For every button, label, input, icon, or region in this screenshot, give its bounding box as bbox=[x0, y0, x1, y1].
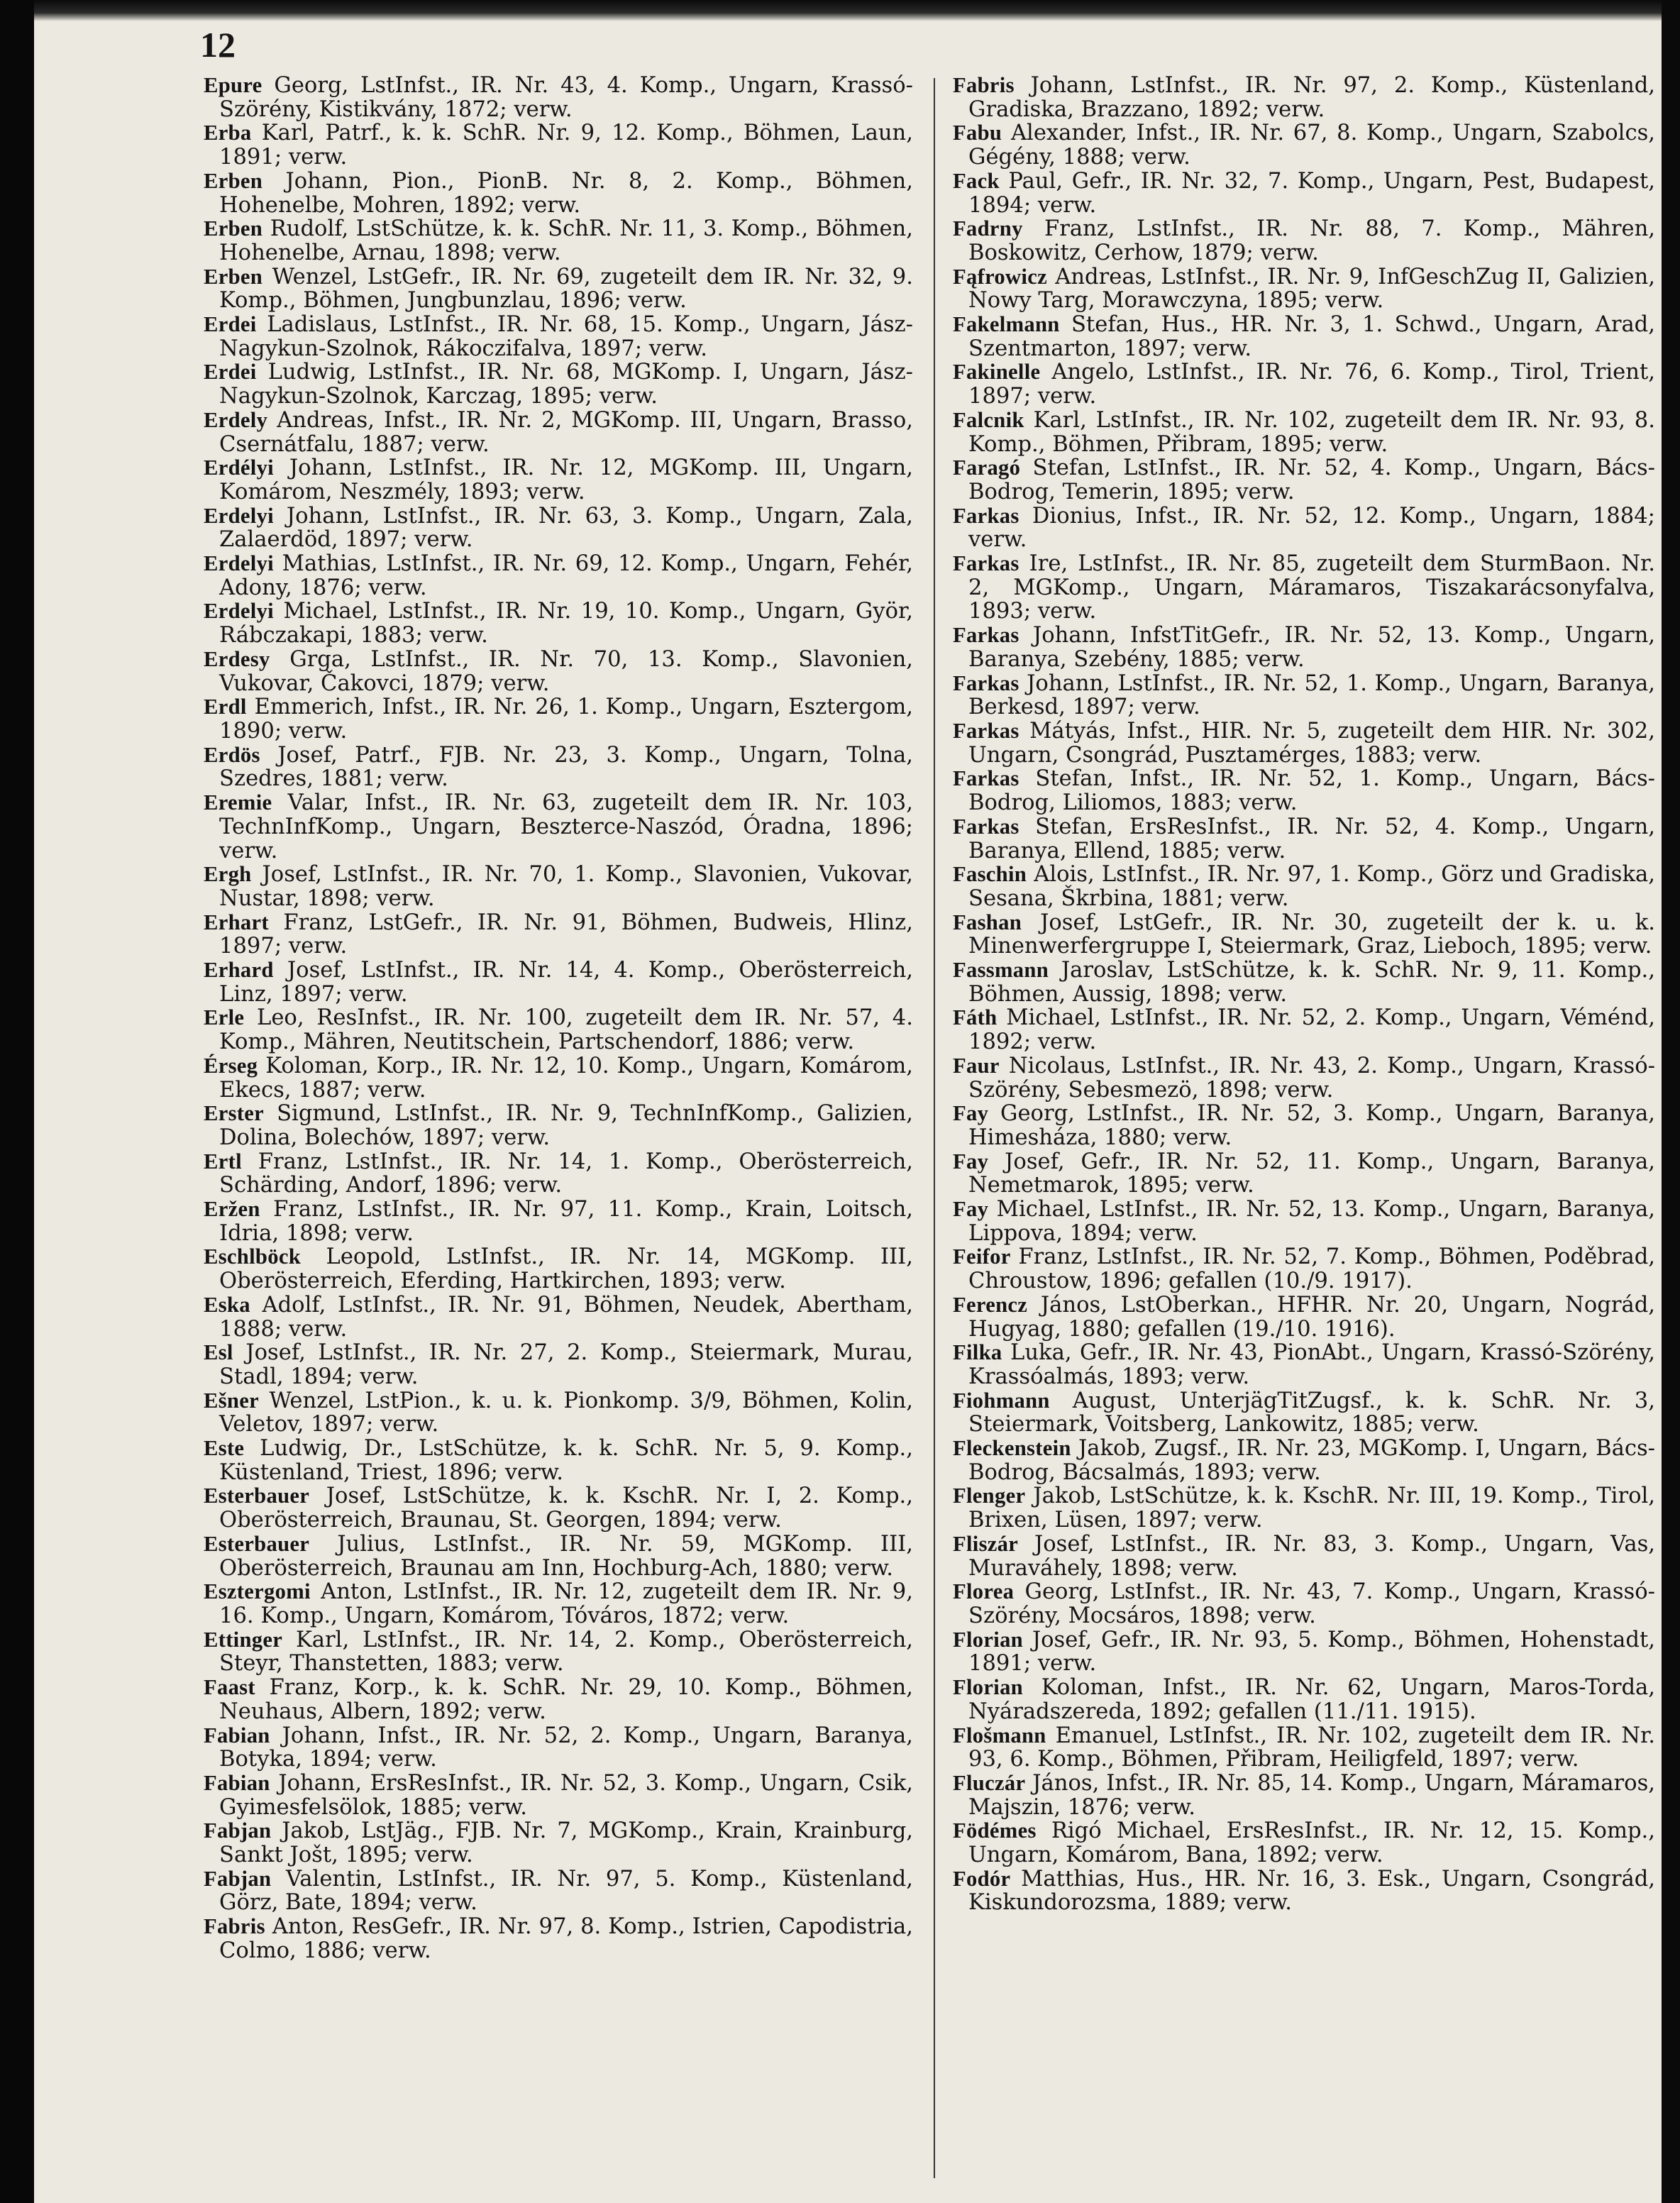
entry-details: Valar, Infst., IR. Nr. 63, zugeteilt dem IR. Nr. 103, TechnInfKomp., Ungarn, Beszterce-Naszód, Óradna, 1896; verw. bbox=[219, 790, 913, 863]
register-entry bbox=[204, 744, 913, 791]
register-entry bbox=[953, 170, 1655, 217]
entry-details: Johann, Pion., PionB. Nr. 8, 2. Komp., Böhmen, Hohenelbe, Mohren, 1892; verw. bbox=[219, 168, 913, 218]
entry-surname: Fabris bbox=[204, 1914, 265, 1939]
entry-surname: Erle bbox=[204, 1005, 245, 1030]
entry-details: August, UnterjägTitZugsf., k. k. SchR. Nr. 3, Steiermark, Voitsberg, Lankowitz, 1885; verw. bbox=[968, 1388, 1655, 1437]
entry-surname: Erba bbox=[204, 121, 252, 145]
entry-surname: Erhard bbox=[204, 958, 274, 983]
register-entry bbox=[204, 456, 913, 504]
entry-surname: Érseg bbox=[204, 1053, 258, 1078]
register-entry bbox=[953, 767, 1655, 815]
register-entry bbox=[204, 74, 913, 121]
entry-surname: Fliszár bbox=[953, 1531, 1019, 1556]
entry-surname: Fluczár bbox=[953, 1770, 1026, 1795]
register-entry bbox=[953, 265, 1655, 313]
entry-surname: Fay bbox=[953, 1197, 989, 1222]
entry-details: Josef, LstSchütze, k. k. KschR. Nr. I, 2. Komp., Oberösterreich, Braunau, St. Georgen, 1894; verw. bbox=[219, 1484, 913, 1533]
register-entry bbox=[953, 1150, 1655, 1198]
register-entry bbox=[204, 648, 913, 695]
entry-surname: Fay bbox=[953, 1101, 989, 1126]
entry-surname: Erdelyi bbox=[204, 599, 274, 624]
entry-surname: Fabris bbox=[953, 73, 1015, 97]
entry-surname: Erdesy bbox=[204, 646, 270, 671]
entry-surname: Fabu bbox=[953, 121, 1002, 145]
entry-surname: Esterbauer bbox=[204, 1531, 310, 1556]
register-entry bbox=[953, 360, 1655, 408]
register-entry bbox=[953, 1054, 1655, 1102]
register-entry bbox=[204, 1437, 913, 1484]
entry-details: Angelo, LstInfst., IR. Nr. 76, 6. Komp., Tirol, Trient, 1897; verw. bbox=[968, 360, 1655, 409]
entry-surname: Erdei bbox=[204, 312, 257, 337]
register-entry bbox=[953, 624, 1655, 671]
register-entry bbox=[204, 265, 913, 313]
entry-details: Andreas, Infst., IR. Nr. 2, MGKomp. III, Ungarn, Brasso, Csernátfalu, 1887; verw. bbox=[219, 407, 913, 457]
entry-details: Mátyás, Infst., HIR. Nr. 5, zugeteilt dem HIR. Nr. 302, Ungarn, Csongrád, Pusztamérges, 1883; verw. bbox=[968, 718, 1655, 768]
register-entry bbox=[204, 600, 913, 647]
entry-details: Alois, LstInfst., IR. Nr. 97, 1. Komp., Görz und Gradiska, Sesana, Škrbina, 1881; verw. bbox=[968, 862, 1655, 911]
entry-details: Dionius, Infst., IR. Nr. 52, 12. Komp., Ungarn, 1884; verw. bbox=[968, 503, 1655, 553]
entry-details: Franz, LstInfst., IR. Nr. 88, 7. Komp., Mähren, Boskowitz, Cerhow, 1879; verw. bbox=[968, 216, 1655, 265]
entry-surname: Fadrny bbox=[953, 216, 1023, 241]
entry-details: Josef, LstInfst., IR. Nr. 27, 2. Komp., Steiermark, Murau, Stadl, 1894; verw. bbox=[219, 1340, 913, 1389]
entry-details: Julius, LstInfst., IR. Nr. 59, MGKomp. III, Oberösterreich, Braunau am Inn, Hochburg-Ach, 1880; verw. bbox=[219, 1531, 913, 1581]
entry-details: Rigó Michael, ErsResInfst., IR. Nr. 12, 15. Komp., Ungarn, Komárom, Bana, 1892; verw. bbox=[968, 1818, 1655, 1868]
right-column bbox=[953, 74, 1655, 1915]
register-entry bbox=[953, 1341, 1655, 1388]
register-entry bbox=[953, 959, 1655, 1006]
entry-details: Leo, ResInfst., IR. Nr. 100, zugeteilt dem IR. Nr. 57, 4. Komp., Mähren, Neutitschein, Partschendorf, 1886; verw. bbox=[219, 1005, 913, 1055]
entry-surname: Filka bbox=[953, 1340, 1002, 1365]
left-column bbox=[204, 74, 913, 1963]
register-entry bbox=[953, 1006, 1655, 1054]
entry-surname: Fiohmann bbox=[953, 1388, 1050, 1413]
register-entry bbox=[204, 1389, 913, 1437]
entry-details: Josef, LstInfst., IR. Nr. 14, 4. Komp., Oberösterreich, Linz, 1897; verw. bbox=[219, 958, 913, 1007]
entry-surname: Farkas bbox=[953, 814, 1019, 839]
column-divider bbox=[934, 78, 935, 2178]
register-entry bbox=[204, 1150, 913, 1198]
entry-surname: Farkas bbox=[953, 670, 1019, 695]
entry-surname: Erdely bbox=[204, 407, 268, 432]
register-entry bbox=[953, 456, 1655, 504]
entry-surname: Fabian bbox=[204, 1770, 270, 1795]
register-entry bbox=[204, 959, 913, 1006]
register-entry bbox=[204, 1533, 913, 1580]
entry-details: Josef, LstGefr., IR. Nr. 30, zugeteilt der k. u. k. Minenwerfergruppe I, Steiermark, Graz, Lieboch, 1895; verw. bbox=[968, 910, 1655, 959]
entry-surname: Fabjan bbox=[204, 1866, 272, 1891]
entry-surname: Fay bbox=[953, 1149, 989, 1174]
entry-details: Wenzel, LstPion., k. u. k. Pionkomp. 3/9, Böhmen, Kolin, Veletov, 1897; verw. bbox=[219, 1388, 913, 1437]
entry-surname: Farkas bbox=[953, 766, 1019, 791]
register-entry bbox=[204, 1676, 913, 1723]
register-entry bbox=[953, 1102, 1655, 1149]
register-entry bbox=[204, 1054, 913, 1102]
entry-surname: Feifor bbox=[953, 1244, 1011, 1269]
entry-details: Alexander, Infst., IR. Nr. 67, 8. Komp., Ungarn, Szabolcs, Gégény, 1888; verw. bbox=[968, 121, 1655, 170]
entry-details: Adolf, LstInfst., IR. Nr. 91, Böhmen, Neudek, Abertham, 1888; verw. bbox=[219, 1292, 913, 1342]
register-entry bbox=[204, 1580, 913, 1628]
entry-details: Koloman, Infst., IR. Nr. 62, Ungarn, Maros-Torda, Nyáradszereda, 1892; gefallen (11./11. 1915). bbox=[968, 1675, 1655, 1724]
entry-surname: Ferencz bbox=[953, 1292, 1028, 1317]
entry-details: János, LstOberkan., HFHR. Nr. 20, Ungarn, Nográd, Hugyag, 1880; gefallen (19./10. 1916). bbox=[968, 1292, 1655, 1342]
register-entry bbox=[204, 313, 913, 360]
register-entry bbox=[953, 719, 1655, 767]
register-entry bbox=[204, 121, 913, 169]
entry-surname: Eremie bbox=[204, 790, 272, 815]
entry-details: Stefan, Infst., IR. Nr. 52, 1. Komp., Ungarn, Bács-Bodrog, Liliomos, 1883; verw. bbox=[968, 766, 1655, 816]
entry-surname: Fashan bbox=[953, 910, 1022, 934]
register-entry bbox=[953, 1580, 1655, 1628]
entry-details: Matthias, Hus., HR. Nr. 16, 3. Esk., Ungarn, Csongrád, Kiskundorozsma, 1889; verw. bbox=[968, 1866, 1655, 1916]
register-entry bbox=[204, 504, 913, 552]
entry-details: Sigmund, LstInfst., IR. Nr. 9, TechnInfKomp., Galizien, Dolina, Bolechów, 1897; verw. bbox=[219, 1101, 913, 1150]
entry-details: Michael, LstInfst., IR. Nr. 19, 10. Komp., Ungarn, Györ, Rábczakapi, 1883; verw. bbox=[219, 599, 913, 648]
entry-details: Josef, Gefr., IR. Nr. 52, 11. Komp., Ungarn, Baranya, Nemetmarok, 1895; verw. bbox=[968, 1149, 1655, 1198]
entry-surname: Florea bbox=[953, 1579, 1015, 1604]
entry-surname: Farkas bbox=[953, 503, 1019, 528]
entry-details: Anton, LstInfst., IR. Nr. 12, zugeteilt dem IR. Nr. 9, 16. Komp., Ungarn, Komárom, Tóváros, 1872; verw. bbox=[219, 1579, 913, 1628]
entry-details: Jakob, LstSchütze, k. k. KschR. Nr. III, 19. Komp., Tirol, Brixen, Lüsen, 1897; verw. bbox=[968, 1484, 1655, 1533]
register-entry bbox=[953, 863, 1655, 910]
entry-details: Franz, Korp., k. k. SchR. Nr. 29, 10. Komp., Böhmen, Neuhaus, Albern, 1892; verw. bbox=[219, 1675, 913, 1724]
entry-surname: Fabian bbox=[204, 1723, 270, 1748]
entry-details: Luka, Gefr., IR. Nr. 43, PionAbt., Ungarn, Krassó-Szörény, Krassóalmás, 1893; verw. bbox=[968, 1340, 1655, 1389]
register-entry bbox=[204, 1819, 913, 1867]
entry-surname: Esztergomi bbox=[204, 1579, 311, 1604]
entry-surname: Farkas bbox=[953, 718, 1019, 743]
register-entry bbox=[204, 1341, 913, 1388]
entry-details: Franz, LstInfst., IR. Nr. 14, 1. Komp., Oberösterreich, Schärding, Andorf, 1896; verw. bbox=[219, 1149, 913, 1198]
entry-details: Jaroslav, LstSchütze, k. k. SchR. Nr. 9, 11. Komp., Böhmen, Aussig, 1898; verw. bbox=[968, 958, 1655, 1007]
entry-details: Karl, Patrf., k. k. SchR. Nr. 9, 12. Komp., Böhmen, Laun, 1891; verw. bbox=[219, 121, 913, 170]
entry-details: Ladislaus, LstInfst., IR. Nr. 68, 15. Komp., Ungarn, Jász-Nagykun-Szolnok, Rákoczifalva, 1897; verw. bbox=[219, 312, 913, 361]
entry-surname: Erdélyi bbox=[204, 455, 274, 480]
entry-surname: Epure bbox=[204, 73, 262, 97]
entry-details: Koloman, Korp., IR. Nr. 12, 10. Komp., Ungarn, Komárom, Ekecs, 1887; verw. bbox=[219, 1053, 914, 1103]
entry-surname: Esl bbox=[204, 1340, 233, 1365]
entry-details: Stefan, LstInfst., IR. Nr. 52, 4. Komp., Ungarn, Bács-Bodrog, Temerin, 1895; verw. bbox=[968, 455, 1655, 504]
register-entry bbox=[953, 121, 1655, 169]
entry-details: Andreas, LstInfst., IR. Nr. 9, InfGeschZug II, Galizien, Nowy Targ, Morawczyna, 1895; verw. bbox=[968, 264, 1655, 314]
entry-surname: Fodór bbox=[953, 1866, 1011, 1891]
entry-details: Michael, LstInfst., IR. Nr. 52, 2. Komp., Ungarn, Véménd, 1892; verw. bbox=[968, 1005, 1655, 1055]
register-entry bbox=[204, 217, 913, 265]
entry-surname: Erdl bbox=[204, 695, 247, 719]
entry-details: Rudolf, LstSchütze, k. k. SchR. Nr. 11, 3. Komp., Böhmen, Hohenelbe, Arnau, 1898; verw. bbox=[219, 216, 913, 265]
register-entry bbox=[204, 695, 913, 743]
entry-surname: Flošmann bbox=[953, 1723, 1046, 1748]
entry-details: Franz, LstInfst., IR. Nr. 97, 11. Komp., Krain, Loitsch, Idria, 1898; verw. bbox=[219, 1197, 913, 1246]
register-entry bbox=[204, 863, 913, 910]
entry-surname: Fleckenstein bbox=[953, 1436, 1071, 1461]
entry-details: Leopold, LstInfst., IR. Nr. 14, MGKomp. III, Oberösterreich, Eferding, Hartkirchen, 1893; verw. bbox=[219, 1244, 913, 1294]
entry-surname: Erhart bbox=[204, 910, 269, 934]
register-entry bbox=[953, 1389, 1655, 1437]
register-entry bbox=[953, 1245, 1655, 1293]
register-entry bbox=[204, 1915, 913, 1962]
entry-surname: Fakelmann bbox=[953, 312, 1060, 337]
register-entry bbox=[953, 409, 1655, 456]
register-entry bbox=[204, 1772, 913, 1819]
entry-details: Josef, LstInfst., IR. Nr. 83, 3. Komp., Ungarn, Vas, Muraváhely, 1898; verw. bbox=[968, 1531, 1655, 1581]
register-entry bbox=[204, 1245, 913, 1293]
entry-details: Valentin, LstInfst., IR. Nr. 97, 5. Komp., Küstenland, Görz, Bate, 1894; verw. bbox=[219, 1866, 913, 1916]
entry-details: Josef, LstInfst., IR. Nr. 70, 1. Komp., Slavonien, Vukovar, Nustar, 1898; verw. bbox=[219, 862, 913, 911]
entry-surname: Födémes bbox=[953, 1818, 1037, 1843]
entry-surname: Falcnik bbox=[953, 407, 1024, 432]
entry-surname: Erben bbox=[204, 216, 263, 241]
register-entry bbox=[953, 1533, 1655, 1580]
entry-details: Grga, LstInfst., IR. Nr. 70, 13. Komp., Slavonien, Vukovar, Čakovci, 1879; verw. bbox=[219, 646, 913, 696]
entry-surname: Erben bbox=[204, 264, 263, 289]
entry-surname: Fáth bbox=[953, 1005, 998, 1030]
entry-details: Johann, LstInfst., IR. Nr. 52, 1. Komp., Ungarn, Baranya, Berkesd, 1897; verw. bbox=[968, 670, 1655, 720]
entry-surname: Fack bbox=[953, 168, 1000, 193]
entry-details: Franz, LstGefr., IR. Nr. 91, Böhmen, Budweis, Hlinz, 1897; verw. bbox=[219, 910, 913, 959]
entry-details: Michael, LstInfst., IR. Nr. 52, 13. Komp., Ungarn, Baranya, Lippova, 1894; verw. bbox=[968, 1197, 1656, 1246]
register-entry bbox=[953, 217, 1655, 265]
register-entry bbox=[953, 74, 1655, 121]
entry-details: Franz, LstInfst., IR. Nr. 52, 7. Komp., Böhmen, Poděbrad, Chroustow, 1896; gefallen (10./9. 1917). bbox=[968, 1244, 1655, 1294]
entry-surname: Erben bbox=[204, 168, 263, 193]
entry-details: Johann, LstInfst., IR. Nr. 63, 3. Komp., Ungarn, Zala, Zalaerdöd, 1897; verw. bbox=[219, 503, 913, 553]
entry-details: Karl, LstInfst., IR. Nr. 102, zugeteilt dem IR. Nr. 93, 8. Komp., Böhmen, Přibram, 1895; verw. bbox=[968, 407, 1655, 457]
entry-surname: Erdös bbox=[204, 742, 260, 767]
scan-border-top bbox=[0, 0, 1680, 21]
register-entry bbox=[953, 911, 1655, 959]
page-number: 12 bbox=[200, 25, 236, 65]
entry-surname: Ertl bbox=[204, 1149, 242, 1174]
entry-surname: Eska bbox=[204, 1292, 250, 1317]
entry-details: Ire, LstInfst., IR. Nr. 85, zugeteilt dem SturmBaon. Nr. 2, MGKomp., Ungarn, Máramaros, Tiszakarácsonyfalva, 1893; verw. bbox=[968, 551, 1655, 624]
entry-surname: Erdei bbox=[204, 360, 257, 385]
register-entry bbox=[204, 791, 913, 863]
register-entry bbox=[204, 1724, 913, 1772]
register-entry bbox=[953, 672, 1655, 719]
entry-details: Nicolaus, LstInfst., IR. Nr. 43, 2. Komp., Ungarn, Krassó-Szörény, Sebesmezö, 1898; verw. bbox=[968, 1053, 1655, 1103]
entry-details: Johann, InfstTitGefr., IR. Nr. 52, 13. Komp., Ungarn, Baranya, Szebény, 1885; verw. bbox=[968, 623, 1655, 672]
entry-surname: Erster bbox=[204, 1101, 265, 1126]
entry-details: Mathias, LstInfst., IR. Nr. 69, 12. Komp., Ungarn, Fehér, Adony, 1876; verw. bbox=[219, 551, 913, 600]
entry-details: Ludwig, LstInfst., IR. Nr. 68, MGKomp. I, Ungarn, Jász-Nagykun-Szolnok, Karczag, 1895; verw. bbox=[219, 360, 913, 409]
entry-surname: Este bbox=[204, 1436, 245, 1461]
entry-details: Paul, Gefr., IR. Nr. 32, 7. Komp., Ungarn, Pest, Budapest, 1894; verw. bbox=[968, 168, 1655, 218]
entry-details: Jakob, LstJäg., FJB. Nr. 7, MGKomp., Krain, Krainburg, Sankt Jošt, 1895; verw. bbox=[219, 1818, 913, 1868]
entry-details: Emmerich, Infst., IR. Nr. 26, 1. Komp., Ungarn, Esztergom, 1890; verw. bbox=[219, 695, 913, 744]
register-entry bbox=[953, 1198, 1655, 1245]
register-entry bbox=[204, 360, 913, 408]
entry-details: Karl, LstInfst., IR. Nr. 14, 2. Komp., Oberösterreich, Steyr, Thanstetten, 1883; verw. bbox=[219, 1627, 913, 1677]
register-entry bbox=[953, 815, 1655, 863]
register-entry bbox=[204, 552, 913, 600]
entry-surname: Eržen bbox=[204, 1197, 260, 1222]
register-entry bbox=[204, 170, 913, 217]
entry-details: Josef, Gefr., IR. Nr. 93, 5. Komp., Böhmen, Hohenstadt, 1891; verw. bbox=[968, 1627, 1655, 1677]
register-entry bbox=[953, 1437, 1655, 1484]
entry-details: Georg, LstInfst., IR. Nr. 43, 7. Komp., Ungarn, Krassó-Szörény, Mocsáros, 1898; verw. bbox=[968, 1579, 1655, 1628]
entry-surname: Fassmann bbox=[953, 958, 1049, 983]
entry-details: Stefan, Hus., HR. Nr. 3, 1. Schwd., Ungarn, Arad, Szentmarton, 1897; verw. bbox=[968, 312, 1655, 361]
register-entry bbox=[953, 1484, 1655, 1532]
scan-border-left bbox=[0, 0, 34, 2203]
register-entry bbox=[204, 1867, 913, 1915]
entry-surname: Fabjan bbox=[204, 1818, 272, 1843]
entry-surname: Faur bbox=[953, 1053, 1000, 1078]
entry-details: Emanuel, LstInfst., IR. Nr. 102, zugeteilt dem IR. Nr. 93, 6. Komp., Böhmen, Přibram, Heiligfeld, 1897; verw. bbox=[968, 1723, 1655, 1772]
register-entry bbox=[204, 1102, 913, 1149]
entry-details: Johann, ErsResInfst., IR. Nr. 52, 3. Komp., Ungarn, Csik, Gyimesfelsölok, 1885; verw. bbox=[219, 1770, 914, 1820]
entry-surname: Eschlböck bbox=[204, 1244, 302, 1269]
entry-details: Ludwig, Dr., LstSchütze, k. k. SchR. Nr. 5, 9. Komp., Küstenland, Triest, 1896; verw. bbox=[219, 1436, 913, 1485]
entry-surname: Farkas bbox=[953, 623, 1019, 648]
register-entry bbox=[953, 1724, 1655, 1772]
entry-surname: Fąfrowicz bbox=[953, 264, 1047, 289]
entry-details: Josef, Patrf., FJB. Nr. 23, 3. Komp., Ungarn, Tolna, Szedres, 1881; verw. bbox=[219, 742, 913, 792]
entry-surname: Flenger bbox=[953, 1484, 1026, 1508]
entry-details: Johann, LstInfst., IR. Nr. 97, 2. Komp., Küstenland, Gradiska, Brazzano, 1892; verw. bbox=[968, 73, 1655, 122]
entry-details: Wenzel, LstGefr., IR. Nr. 69, zugeteilt dem IR. Nr. 32, 9. Komp., Böhmen, Jungbunzlau, 1896; verw. bbox=[219, 264, 913, 314]
register-entry bbox=[953, 1772, 1655, 1819]
entry-details: Jakob, Zugsf., IR. Nr. 23, MGKomp. I, Ungarn, Bács-Bodrog, Bácsalmás, 1893; verw. bbox=[968, 1436, 1655, 1485]
entry-surname: Erdelyi bbox=[204, 503, 274, 528]
entry-surname: Faragó bbox=[953, 455, 1021, 480]
entry-surname: Florian bbox=[953, 1627, 1023, 1652]
entry-details: Georg, LstInfst., IR. Nr. 43, 4. Komp., Ungarn, Krassó-Szörény, Kistikvány, 1872; verw. bbox=[219, 73, 913, 122]
register-entry bbox=[953, 1819, 1655, 1867]
register-entry bbox=[204, 1006, 913, 1054]
register-entry bbox=[953, 1628, 1655, 1676]
entry-surname: Farkas bbox=[953, 551, 1019, 576]
register-entry bbox=[204, 1198, 913, 1245]
entry-surname: Fakinelle bbox=[953, 360, 1041, 385]
entry-surname: Erdelyi bbox=[204, 551, 274, 576]
register-entry bbox=[204, 1628, 913, 1676]
register-entry bbox=[204, 1484, 913, 1532]
register-entry bbox=[953, 1867, 1655, 1915]
entry-surname: Ešner bbox=[204, 1388, 259, 1413]
entry-surname: Ettinger bbox=[204, 1627, 283, 1652]
register-entry bbox=[953, 504, 1655, 552]
register-entry bbox=[953, 313, 1655, 360]
entry-surname: Esterbauer bbox=[204, 1484, 310, 1508]
entry-details: Stefan, ErsResInfst., IR. Nr. 52, 4. Komp., Ungarn, Baranya, Ellend, 1885; verw. bbox=[968, 814, 1655, 863]
entry-surname: Florian bbox=[953, 1675, 1023, 1700]
entry-details: János, Infst., IR. Nr. 85, 14. Komp., Ungarn, Máramaros, Majszin, 1876; verw. bbox=[968, 1770, 1655, 1820]
scan-border-right bbox=[1662, 0, 1680, 2203]
entry-details: Georg, LstInfst., IR. Nr. 52, 3. Komp., Ungarn, Baranya, Himesháza, 1880; verw. bbox=[968, 1101, 1655, 1150]
entry-surname: Ergh bbox=[204, 862, 252, 887]
register-entry bbox=[204, 1293, 913, 1341]
register-entry bbox=[953, 552, 1655, 624]
entry-surname: Faschin bbox=[953, 862, 1027, 887]
register-entry bbox=[953, 1293, 1655, 1341]
register-entry bbox=[204, 409, 913, 456]
entry-details: Anton, ResGefr., IR. Nr. 97, 8. Komp., Istrien, Capodistria, Colmo, 1886; verw. bbox=[219, 1914, 913, 1963]
entry-surname: Faast bbox=[204, 1675, 255, 1700]
register-entry bbox=[953, 1676, 1655, 1723]
register-entry bbox=[204, 911, 913, 959]
entry-details: Johann, Infst., IR. Nr. 52, 2. Komp., Ungarn, Baranya, Botyka, 1894; verw. bbox=[219, 1723, 913, 1772]
entry-details: Johann, LstInfst., IR. Nr. 12, MGKomp. III, Ungarn, Komárom, Neszmély, 1893; verw. bbox=[219, 455, 913, 504]
